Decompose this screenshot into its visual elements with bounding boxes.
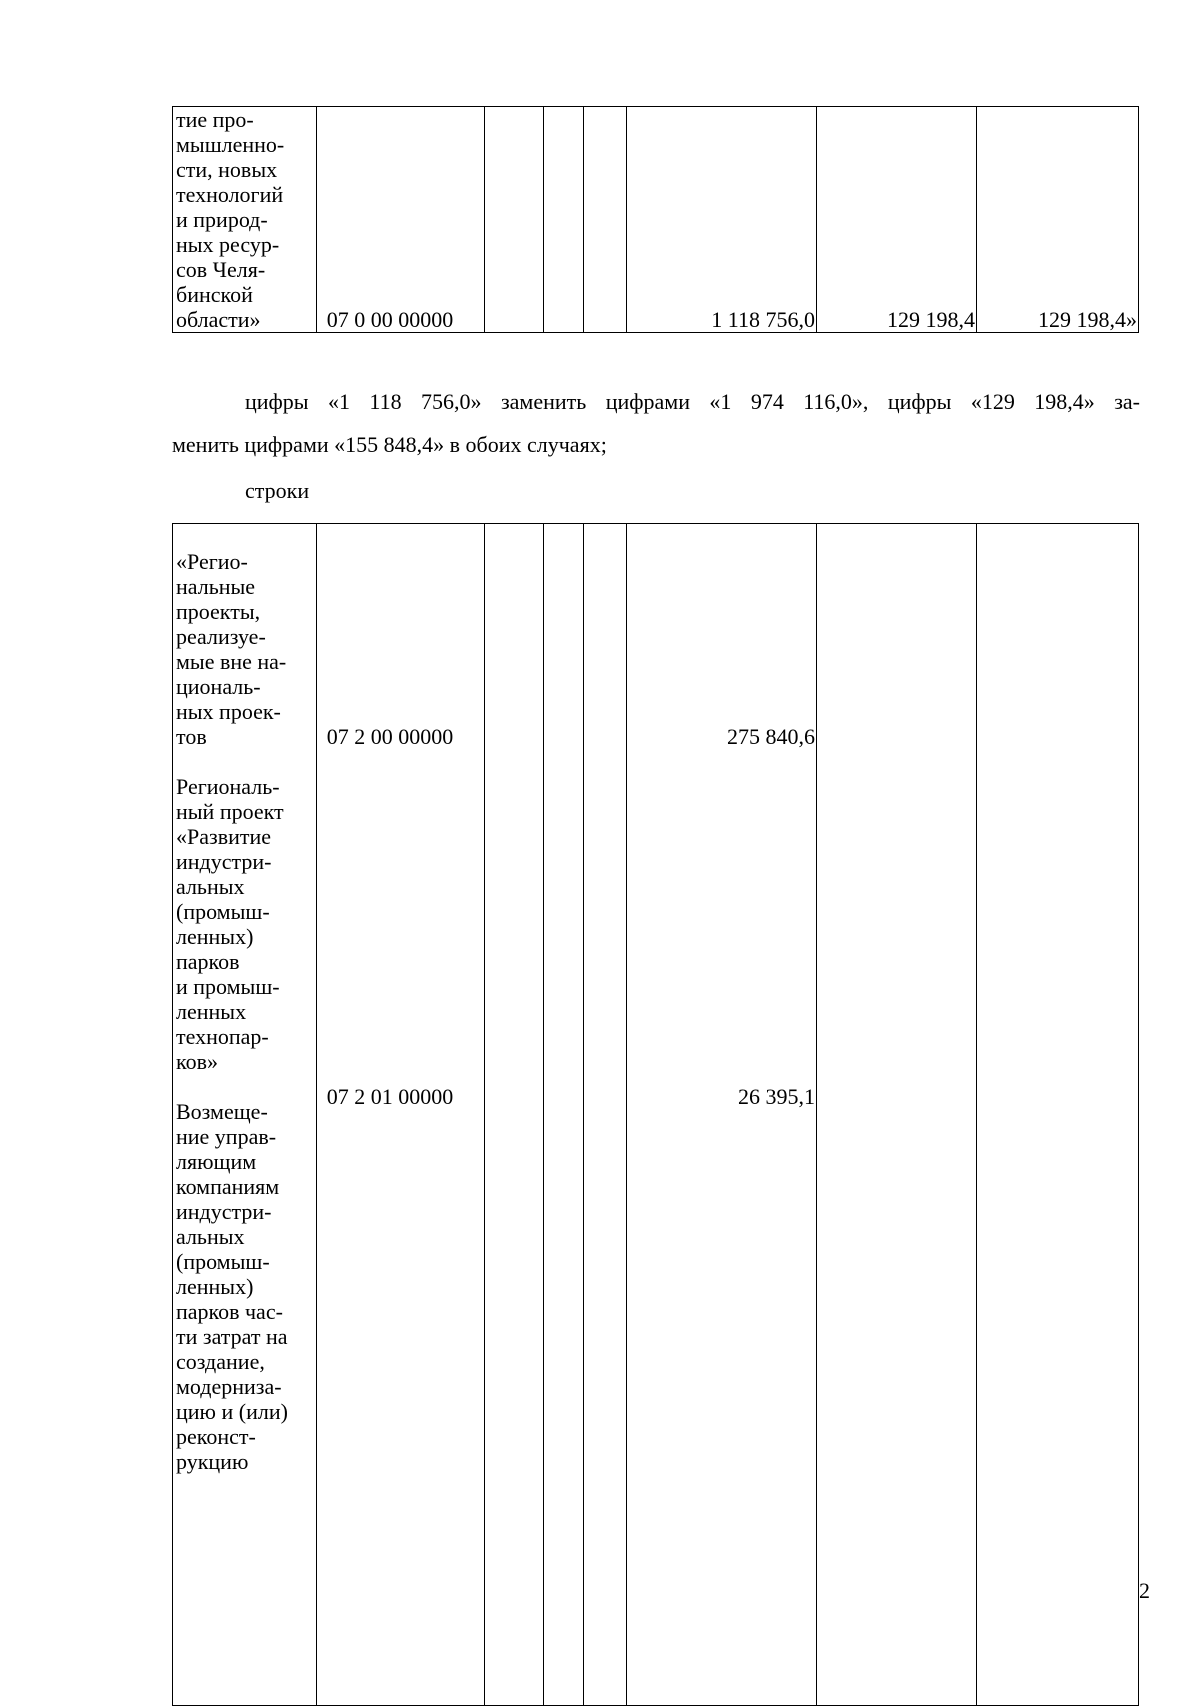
empty-cell — [484, 107, 543, 333]
empty-cell — [816, 524, 976, 1706]
page-number: 2 — [1139, 1578, 1150, 1603]
stroki-label: строки — [245, 478, 310, 503]
row-name-2: Региональ- ный проект «Развитие индустри- альных (промыш- ленных) парков и промыш- ленных технопар- ков» — [176, 774, 284, 1074]
table-row — [173, 524, 1139, 1706]
row-code-1: 07 2 00 00000 — [326, 724, 454, 749]
row-name-cell — [173, 524, 317, 1706]
budget-table-top — [172, 106, 1139, 333]
empty-cell — [584, 107, 627, 333]
empty-cell — [543, 524, 584, 1706]
empty-cell — [543, 107, 584, 333]
row-code-2: 07 2 01 00000 — [326, 1084, 454, 1109]
empty-cell — [976, 524, 1138, 1706]
amount-cell — [626, 524, 816, 1706]
row-code-cell — [316, 524, 484, 1706]
paragraph-line-1: цифры «1 118 756,0» заменить цифрами «1 974 116,0», цифры «129 198,4» за- — [245, 389, 1140, 414]
row-name-1: «Регио- нальные проекты, реализуе- мые вне на- циональ- ных проек- тов — [176, 549, 287, 749]
row-amount-2: 26 395,1 — [737, 1084, 815, 1109]
empty-cell — [484, 524, 543, 1706]
amount-cell-1: 1 118 756,0 — [626, 107, 816, 333]
row-name-3: Возмеще- ние управ- ляющим компаниям индустри- альных (промыш- ленных) парков час- ти затрат на создание, модерниза- цию и (или) реконст- рукцию — [176, 1099, 288, 1474]
table-row — [173, 107, 1139, 333]
amount-cell-2: 129 198,4 — [816, 107, 976, 333]
row-amount-1: 275 840,6 — [726, 724, 815, 749]
amount-cell-3: 129 198,4» — [976, 107, 1138, 333]
paragraph-line-2: менить цифрами «155 848,4» в обоих случаях; — [172, 432, 607, 457]
row-name-cell: тие про- мышленно- сти, новых технологий и природ- ных ресур- сов Челя- бинской области» — [173, 107, 317, 333]
empty-cell — [584, 524, 627, 1706]
row-code-cell: 07 0 00 00000 — [316, 107, 484, 333]
budget-table-bottom — [172, 523, 1139, 1706]
